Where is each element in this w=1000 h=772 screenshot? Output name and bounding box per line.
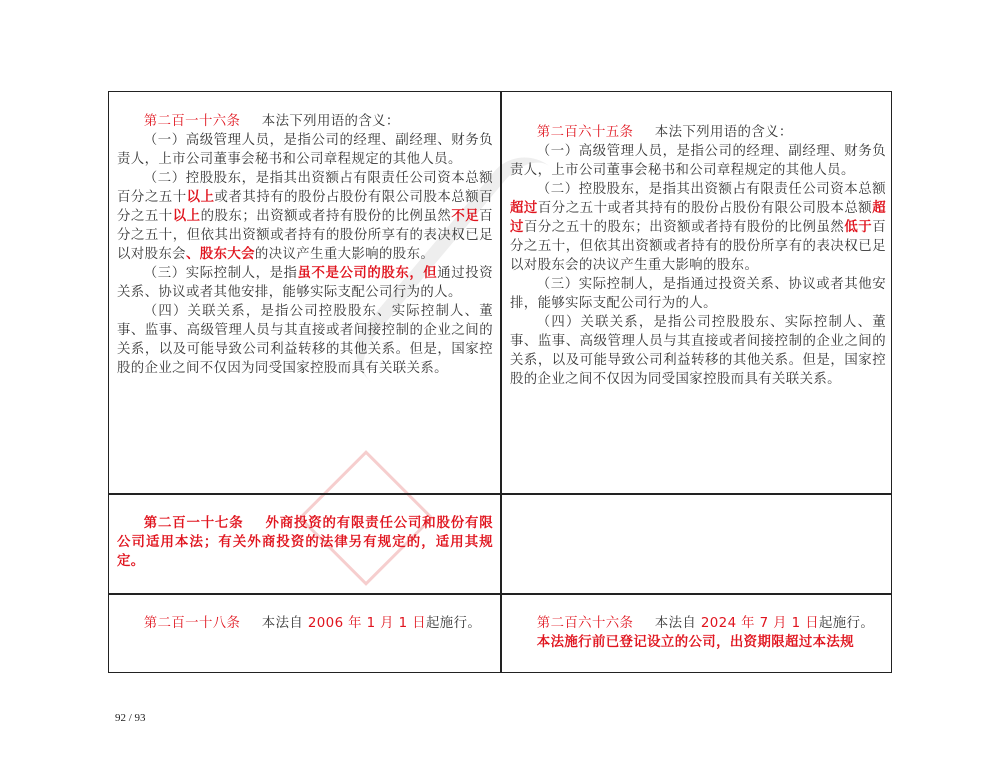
highlighted-text: 外商投资的有限责任公司和股份有限公司适用本法；有关外商投资的法律另有规定的，适用其规定。 bbox=[117, 516, 493, 569]
text-segment: （一）高级管理人员，是指公司的经理、副经理、财务负责人，上市公司董事会秘书和公司章程规定的其他人员。 bbox=[510, 144, 886, 178]
text-segment: （一）高级管理人员，是指公司的经理、副经理、财务负责人，上市公司董事会秘书和公司章程规定的其他人员。 bbox=[117, 133, 493, 167]
paragraph bbox=[510, 633, 886, 652]
text-segment: 本法自 bbox=[261, 616, 308, 631]
highlighted-text: 不足 bbox=[451, 209, 480, 224]
cell-article-217 bbox=[117, 514, 493, 571]
cell-article-216 bbox=[117, 112, 493, 378]
text-segment: 起施行。 bbox=[425, 616, 482, 631]
cell-article-265 bbox=[510, 123, 886, 389]
cell-article-218 bbox=[117, 614, 493, 633]
paragraph bbox=[117, 302, 493, 378]
text-segment: （二）控股股东，是指其出资额占有限责任公司资本总额 bbox=[536, 182, 886, 197]
paragraph bbox=[510, 142, 886, 180]
text-segment: （四）关联关系，是指公司控股股东、实际控制人、董事、监事、高级管理人员与其直接或者间接控制的企业之间的关系，以及可能导致公司利益转移的其他关系。但是，国家控股的企业之间不仅因为同受国家控股而具有关联关系。 bbox=[510, 315, 886, 387]
row-divider bbox=[109, 493, 891, 495]
text-segment: 百分之五十，但依其出资额或者持有的股份所享有的表决权已足以对股东会的决议产生重大影响的股东。 bbox=[510, 220, 886, 273]
text-segment: 的股东；出资额或者持有股份的比例虽然 bbox=[200, 209, 452, 224]
column-divider bbox=[500, 92, 502, 672]
article-heading: 第二百一十六条 bbox=[143, 114, 241, 129]
highlighted-text: 超过 bbox=[510, 201, 886, 235]
text-segment: 通过投资关系、协议或者其他安排，能够实际支配公司行为的人。 bbox=[117, 266, 493, 300]
text-segment: 百分之五十，但依其出资额或者持有的股份所享有的表决权已足以对股东会 bbox=[117, 209, 493, 262]
paragraph bbox=[510, 275, 886, 313]
paragraph bbox=[117, 614, 493, 633]
highlighted-text: 虽不是公司的股东，但 bbox=[297, 266, 438, 281]
paragraph bbox=[510, 614, 886, 633]
text-segment: 本法下列用语的含义： bbox=[654, 125, 793, 140]
paragraph bbox=[117, 264, 493, 302]
paragraph bbox=[510, 180, 886, 275]
highlighted-text: 以上 bbox=[186, 190, 215, 205]
comparison-table bbox=[108, 91, 892, 673]
text-segment: 百分之五十的股东；出资额或者持有股份的比例虽然 bbox=[523, 220, 845, 235]
text-segment: 百分之五十或者其持有的股份占股份有限公司股本总额 bbox=[537, 201, 873, 216]
paragraph bbox=[510, 313, 886, 389]
page-number: 92 / 93 bbox=[115, 712, 146, 724]
text-segment: （三）实际控制人，是指 bbox=[143, 266, 298, 281]
text-segment: 起施行。 bbox=[818, 616, 875, 631]
paragraph bbox=[117, 131, 493, 169]
highlighted-text: 低于 bbox=[844, 220, 873, 235]
highlighted-text: 2006 年 1 月 1 日 bbox=[307, 616, 426, 631]
text-segment: （三）实际控制人，是指通过投资关系、协议或者其他安排，能够实际支配公司行为的人。 bbox=[510, 277, 886, 311]
paragraph bbox=[117, 112, 493, 131]
article-heading: 第二百一十八条 bbox=[143, 616, 241, 631]
row-divider bbox=[109, 593, 891, 595]
paragraph bbox=[117, 514, 493, 571]
article-heading: 第二百一十七条 bbox=[143, 516, 244, 531]
paragraph bbox=[510, 123, 886, 142]
highlighted-text: 超过 bbox=[510, 201, 538, 216]
text-segment: （二）控股股东，是指其出资额占有限责任公司资本总额百分之五十 bbox=[117, 171, 493, 205]
article-heading: 第二百六十六条 bbox=[536, 616, 634, 631]
paragraph bbox=[117, 169, 493, 264]
text-segment: 的决议产生重大影响的股东。 bbox=[254, 247, 435, 262]
text-segment: 或者其持有的股份占股份有限公司股本总额百分之五十 bbox=[117, 190, 494, 224]
highlighted-text: 以上 bbox=[172, 209, 201, 224]
text-segment: （四）关联关系，是指公司控股股东、实际控制人、董事、监事、高级管理人员与其直接或者间接控制的企业之间的关系，以及可能导致公司利益转移的其他关系。但是，国家控股的企业之间不仅因为同受国家控股而具有关联关系。 bbox=[117, 304, 493, 376]
text-segment: 本法自 bbox=[654, 616, 701, 631]
highlighted-text: 、股东大会 bbox=[185, 247, 255, 262]
highlighted-text: 本法施行前已登记设立的公司，出资期限超过本法规 bbox=[536, 635, 854, 650]
text-segment: 本法下列用语的含义： bbox=[261, 114, 400, 129]
highlighted-text: 2024 年 7 月 1 日 bbox=[700, 616, 819, 631]
cell-article-266 bbox=[510, 614, 886, 652]
article-heading: 第二百六十五条 bbox=[536, 125, 634, 140]
